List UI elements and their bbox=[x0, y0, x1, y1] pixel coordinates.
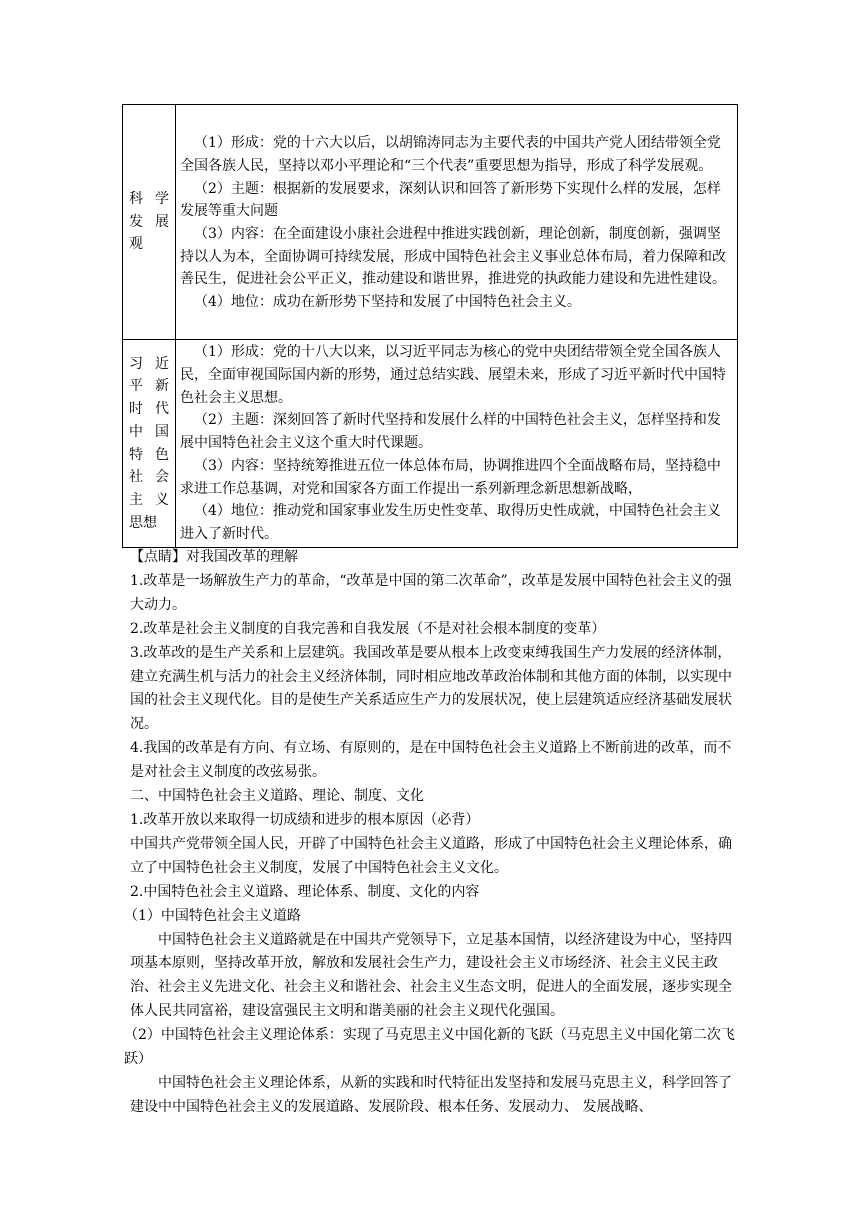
dianjing-item: 2.改革是社会主义制度的自我完善和自我发展（不是对社会根本制度的变革） bbox=[130, 620, 606, 637]
dianjing-item: 3.改革改的是生产关系和上层建筑。我国改革是要从根本上改变束缚我国生产力发展的经济体制，建立充满生机与活力的社会主义经济体制，同时相应地改革政治体制和其他方面的体制，以实现中国的社会主义现代化。目的是使生产关系适应生产力的发展状况，使上层建筑适应经济基础发展状况。 bbox=[130, 644, 732, 733]
table-item-theme: （2）主题：根据新的发展要求，深刻认识和回答了新形势下实现什么样的发展，怎样发展等重大问题 bbox=[180, 180, 721, 220]
table-item-formation: （1）形成：党的十六大以后，以胡锦涛同志为主要代表的中国共产党人团结带领全党全国各族人民，坚持以邓小平理论和“三个代表”重要思想为指导，形成了科学发展观。 bbox=[180, 135, 721, 174]
theory-table bbox=[122, 104, 738, 548]
row-content-cell bbox=[176, 340, 738, 548]
row-label-cell bbox=[123, 105, 176, 340]
row-label-cell bbox=[123, 340, 176, 548]
subsubsection-heading: （1）中国特色社会主义道路 bbox=[124, 907, 301, 924]
dianjing-title: 【点睛】对我国改革的理解 bbox=[130, 549, 298, 565]
table-item-status: （4）地位：成功在新形势下坚持和发展了中国特色社会主义。 bbox=[194, 294, 581, 311]
row-label: 习近平新时代中国特色社会主义思想 bbox=[129, 355, 169, 531]
subsection-heading: 1.改革开放以来取得一切成绩和进步的根本原因（必背） bbox=[130, 811, 480, 828]
table-row bbox=[123, 340, 738, 548]
dianjing-item: 1.改革是一场解放生产力的革命，“改革是中国的第二次革命”，改革是发展中国特色社会主义的强大动力。 bbox=[130, 572, 732, 613]
subsubsection-heading: （2）中国特色社会主义理论体系：实现了马克思主义中国化新的飞跃（马克思主义中国化第二次飞跃） bbox=[124, 1027, 735, 1068]
dianjing-item: 4.我国的改革是有方向、有立场、有原则的，是在中国特色社会主义道路上不断前进的改革，而不是对社会主义制度的改弦易张。 bbox=[130, 740, 732, 781]
paragraph: 中国共产党带领全国人民，开辟了中国特色社会主义道路，形成了中国特色社会主义理论体系，确立了中国特色社会主义制度，发展了中国特色社会主义文化。 bbox=[130, 835, 732, 876]
subsection-heading: 2.中国特色社会主义道路、理论体系、制度、文化的内容 bbox=[130, 883, 480, 900]
row-content-cell bbox=[176, 105, 738, 340]
document-body bbox=[124, 546, 740, 1120]
table-item-theme: （2）主题：深刻回答了新时代坚持和发展什么样的中国特色社会主义，怎样坚持和发展中国特色社会主义这个重大时代课题。 bbox=[180, 412, 721, 452]
row-label: 科学发展观 bbox=[129, 190, 169, 253]
table-item-content: （3）内容：坚持统筹推进五位一体总体布局，协调推进四个全面战略布局，坚持稳中求进工作总基调，对党和国家各方面工作提出一系列新理念新思想新战略， bbox=[180, 457, 721, 497]
paragraph: 中国特色社会主义理论体系，从新的实践和时代特征出发坚持和发展马克思主义，科学回答了建设中中国特色社会主义的发展道路、发展阶段、根本任务、发展动力、 发展战略、 bbox=[130, 1074, 732, 1115]
table-row bbox=[123, 105, 738, 340]
table-item-formation: （1）形成：党的十八大以来，以习近平同志为核心的党中央团结带领全党全国各族人民，全面审视国际国内新的形势，通过总结实践、展望未来，形成了习近平新时代中国特色社会主义思想。 bbox=[180, 344, 726, 406]
table-item-status: （4）地位：推动党和国家事业发生历史性变革、取得历史性成就，中国特色社会主义进入了新时代。 bbox=[180, 503, 721, 542]
section-heading: 二、中国特色社会主义道路、理论、制度、文化 bbox=[130, 788, 424, 805]
table-item-content: （3）内容：在全面建设小康社会进程中推进实践创新，理论创新，制度创新，强调坚持以人为本，全面协调可持续发展，形成中国特色社会主义事业总体布局，着力保障和改善民生，促进社会公平正义，推动建设和谐世界，推进党的执政能力建设和先进性建设。 bbox=[180, 226, 726, 288]
paragraph: 中国特色社会主义道路就是在中国共产党领导下，立足基本国情，以经济建设为中心，坚持四项基本原则，坚持改革开放，解放和发展社会生产力，建设社会主义市场经济、社会主义民主政治、社会主义先进文化、社会主义和谐社会、社会主义生态文明，促进人的全面发展，逐步实现全体人民共同富裕，建设富强民主文明和谐美丽的社会主义现代化强国。 bbox=[130, 931, 732, 1020]
